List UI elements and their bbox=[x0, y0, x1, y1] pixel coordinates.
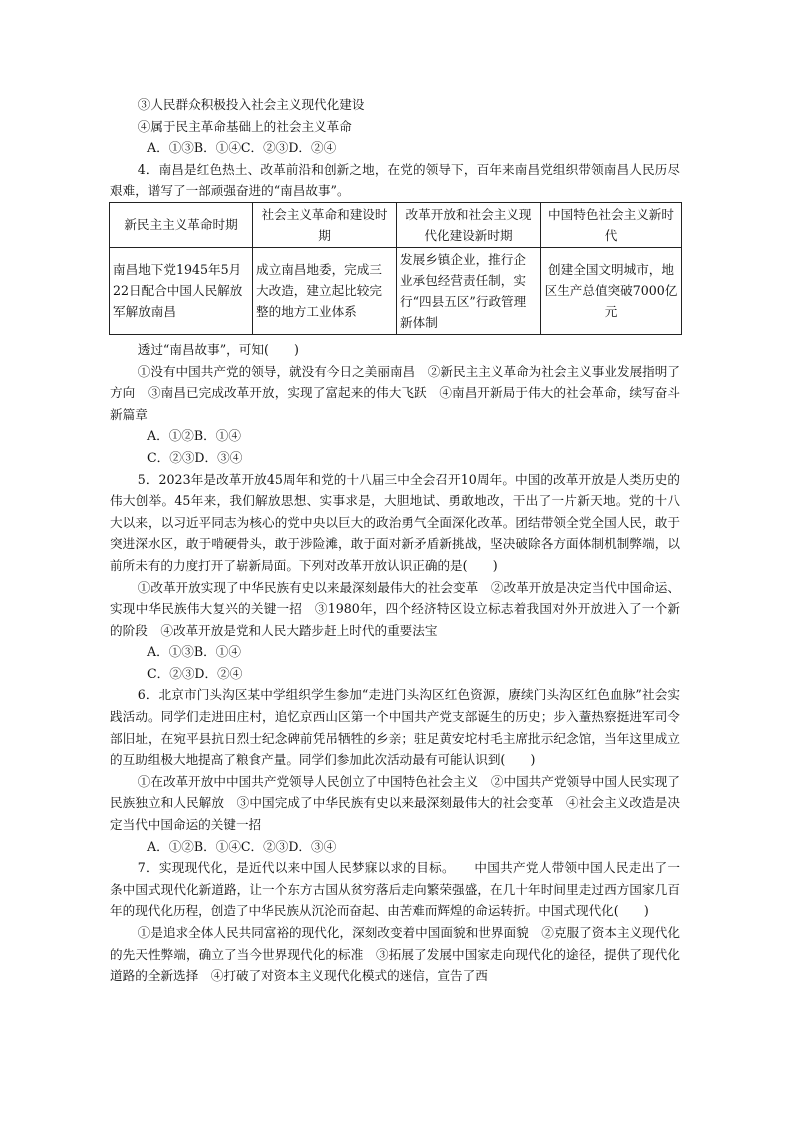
table-row bbox=[110, 247, 682, 334]
answer-options: A．①③B．①④C．②③D．②④ bbox=[147, 140, 337, 156]
q6-items: ①在改革开放中中国共产党领导人民创立了中国特色社会主义 ②中国共产党领导中国人民实现了民族独立和人民解放 ③中国完成了中华民族有史以来最深刻最伟大的社会变革 ④社会主义改造是决定当代中国命运的关键一招 bbox=[110, 773, 680, 833]
q4-stem: 4．南昌是红色热土、改革前沿和创新之地，在党的领导下，百年来南昌党组织带领南昌人民历尽艰难，谱写了一部顽强奋进的“南昌故事”。 bbox=[110, 161, 680, 199]
table-header: 新民主主义革命时期 bbox=[110, 202, 253, 247]
q5-stem: 5．2023年是改革开放45周年和党的十八届三中全会召开10周年。中国的改革开放是人类历史的伟大创举。45年来，我们解放思想、实事求是，大胆地试、勇敢地改，干出了一片新天地。党的十八大以来，以习近平同志为核心的党中央以巨大的政治勇气全面深化改革。团结带领全党全国人民，敢于突进深水区，敢于啃硬骨头，敢于涉险滩，敢于面对新矛盾新挑战，坚决破除各方面体制机制弊端，以前所未有的力度打开了崭新局面。下列对改革开放认识正确的是( ) bbox=[110, 471, 680, 573]
table-header: 中国特色社会主义新时代 bbox=[541, 202, 682, 247]
q4-table bbox=[109, 202, 682, 335]
table-header-row bbox=[110, 202, 682, 247]
answer-options: A．①③B．①④ bbox=[147, 644, 241, 660]
option-line: ④属于民主革命基础上的社会主义革命 bbox=[137, 118, 352, 134]
table-header: 社会主义革命和建设时期 bbox=[253, 202, 397, 247]
answer-options: C．②③D．③④ bbox=[147, 449, 243, 465]
q7-items: ①是追求全体人民共同富裕的现代化，深刻改变着中国面貌和世界面貌 ②克服了资本主义现代化的先天性弊端，确立了当今世界现代化的标准 ③拓展了发展中国家走向现代化的途径，提供了现代化道路的全新选择 ④打破了对资本主义现代化模式的迷信，宣告了西 bbox=[110, 925, 680, 984]
answer-options: A．①②B．①④C．②③D．③④ bbox=[147, 838, 337, 854]
q4-question: 透过“南昌故事”，可知( ) bbox=[137, 341, 299, 357]
document-page bbox=[110, 94, 680, 987]
table-cell: 创建全国文明城市，地区生产总值突破7000亿元 bbox=[541, 247, 682, 334]
table-cell: 成立南昌地委，完成三大改造，建立起比较完整的地方工业体系 bbox=[253, 247, 397, 334]
q4-items: ①没有中国共产党的领导，就没有今日之美丽南昌 ②新民主主义革命为社会主义事业发展指明了方向 ③南昌已完成改革开放，实现了富起来的伟大飞跃 ④南昌开新局于伟大的社会革命，续写奋斗新篇章 bbox=[110, 363, 680, 422]
table-header: 改革开放和社会主义现代化建设新时期 bbox=[397, 202, 541, 247]
answer-options: C．②③D．②④ bbox=[147, 665, 243, 681]
table-cell: 南昌地下党1945年5月22日配合中国人民解放军解放南昌 bbox=[110, 247, 253, 334]
q7-stem: 7．实现现代化，是近代以来中国人民梦寐以求的目标。 中国共产党人带领中国人民走出了一条中国式现代化新道路，让一个东方古国从贫穷落后走向繁荣强盛，在几十年时间里走过西方国家几百年的现代化历程，创造了中华民族从沉沦而奋起、由苦难而辉煌的命运转折。中国式现代化( ) bbox=[110, 860, 680, 919]
table-cell: 发展乡镇企业，推行企业承包经营责任制，实行“四县五区”行政管理新体制 bbox=[397, 247, 541, 334]
answer-options: A．①②B．①④ bbox=[147, 428, 241, 444]
q6-stem: 6．北京市门头沟区某中学组织学生参加“走进门头沟区红色资源，赓续门头沟区红色血脉”社会实践活动。同学们走进田庄村，追忆京西山区第一个中国共产党支部诞生的历史；步入蕫热察挺进军司令部旧址，在宛平县抗日烈士纪念碑前凭吊牺牲的乡亲；驻足黄安坨村毛主席批示纪念馆，当年这里成立的互助组极大地提高了粮食产量。同学们参加此次活动最有可能认识到( ) bbox=[110, 687, 680, 768]
q5-items: ①改革开放实现了中华民族有史以来最深刻最伟大的社会变革 ②改革开放是决定当代中国命运、实现中华民族伟大复兴的关键一招 ③1980年，四个经济特区设立标志着我国对外开放进入了一个新的阶段 ④改革开放是党和人民大踏步赶上时代的重要法宝 bbox=[110, 579, 680, 638]
option-line: ③人民群众积极投入社会主义现代化建设 bbox=[137, 97, 365, 112]
